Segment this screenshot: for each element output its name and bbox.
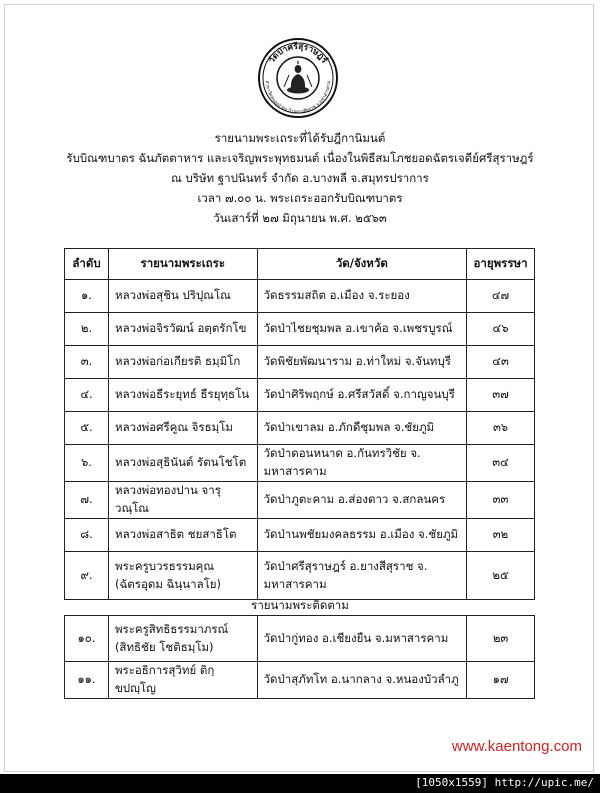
row-name: หลวงพ่อสาธิต ชยสาธิโต (108, 519, 257, 552)
row-years: ๔๖ (467, 313, 535, 346)
row-name: หลวงพ่อศรีคูณ จิรธมฺโม (108, 412, 257, 445)
row-name: หลวงพ่อธีระยุทธ์ ธีรยุทฺธโน (108, 379, 257, 412)
row-order: ๑๐. (65, 616, 109, 662)
table-row (65, 280, 535, 313)
table-row (65, 379, 535, 412)
row-temple: วัดป่าศิริพฤกษ์ อ.ศรีสวัสดิ์ จ.กาญจนบุรี (257, 379, 466, 412)
row-name: หลวงพ่อก่อเกียรติ ธมฺมิโก (108, 346, 257, 379)
monks-table (64, 248, 535, 600)
col-header-years: อายุพรรษา (467, 249, 535, 280)
row-order: ๓. (65, 346, 109, 379)
row-name: พระครูสิทธิธรรมาภรณ์ (114, 621, 229, 636)
row-years: ๔๗ (467, 280, 535, 313)
row-order: ๗. (65, 482, 109, 519)
followers-table (64, 615, 535, 699)
row-years: ๓๗ (467, 379, 535, 412)
row-years: ๒๓ (467, 616, 535, 662)
table-row (65, 445, 535, 482)
table-row (65, 662, 535, 699)
row-order: ๑๑. (65, 662, 109, 699)
row-years: ๔๓ (467, 346, 535, 379)
row-name: พระอธิการสุวิทย์ ติกฺขปญฺโญ (108, 662, 257, 699)
temple-seal-logo (257, 37, 339, 119)
col-header-name: รายนามพระเถระ (108, 249, 257, 280)
row-order: ๒. (65, 313, 109, 346)
row-name-secondary: (ฉัตรอุดม ฉินฺนาลโย) (114, 576, 222, 591)
row-temple: วัดป่าสุภัทโท อ.นากลาง จ.หนองบัวลำภู (257, 662, 467, 699)
row-temple: วัดป่าภูตะคาม อ.ส่องดาว จ.สกลนคร (257, 482, 466, 519)
table-header-row (65, 249, 535, 280)
row-name: พระครูบวรธรรมคุณ (114, 558, 215, 573)
row-years: ๓๔ (467, 445, 535, 482)
row-order: ๖. (65, 445, 109, 482)
table-row (65, 412, 535, 445)
heading-line-2: รับบิณฑบาตร ฉันภัตตาหาร และเจริญพระพุทธมนต์ เนื่องในพิธีสมโภชยอดฉัตรเจดีย์ศรีสุราษฎร์ (66, 151, 534, 165)
row-temple: วัดป่าเขาลม อ.ภักดีชุมพล จ.ชัยภูมิ (257, 412, 466, 445)
row-years: ๒๕ (467, 552, 535, 600)
row-order: ๕. (65, 412, 109, 445)
row-years: ๓๒ (467, 519, 535, 552)
row-name: หลวงพ่อสุธินันต์ รัตนโชโต (108, 445, 257, 482)
website-watermark: www.kaentong.com (451, 738, 582, 755)
row-years: ๑๗ (467, 662, 535, 699)
col-header-temple: วัด/จังหวัด (257, 249, 466, 280)
buddha-figure-icon (284, 61, 312, 94)
row-temple: วัดธรรมสถิต อ.เมือง จ.ระยอง (257, 280, 466, 313)
col-header-order: ลำดับ (65, 249, 109, 280)
table-row (65, 616, 535, 662)
row-name: หลวงพ่อทองปาน จารุวณฺโณ (108, 482, 257, 519)
row-temple: วัดป่านพชัยมงคลธรรม อ.เมือง จ.ชัยภูมิ (257, 519, 466, 552)
table-row (65, 519, 535, 552)
heading-line-3: ณ บริษัท ฐาปนินทร์ จำกัด อ.บางพลี จ.สมุทรปราการ (171, 171, 429, 185)
table-row (65, 346, 535, 379)
row-order: ๔. (65, 379, 109, 412)
seal-subtext: สาขาวัดหนองป่าพง บ้านยางสีสุราช จ.มหาสารคาม (263, 80, 333, 116)
row-temple: วัดพิชัยพัฒนาราม อ.ท่าใหม่ จ.จันทบุรี (257, 346, 466, 379)
heading-line-4: เวลา ๗.๐๐ น. พระเถระออกรับบิณฑบาตร (197, 191, 403, 205)
row-name-cell (108, 552, 257, 600)
followers-label: รายนามพระติดตาม (251, 598, 349, 612)
row-order: ๘. (65, 519, 109, 552)
row-name-secondary: (สิทธิชัย โชติธมฺโม) (114, 639, 214, 654)
seal-title-text: วัดป่าศรีสุราษฎร์ (266, 41, 330, 66)
row-name-cell (108, 616, 257, 662)
heading-line-1: รายนามพระเถระที่ได้รับฎีกานิมนต์ (214, 131, 386, 145)
row-order: ๑. (65, 280, 109, 313)
footer-upload-info[interactable]: [1050x1559] http://upic.me/ (415, 776, 594, 789)
row-years: ๓๓ (467, 482, 535, 519)
table-row (65, 552, 535, 600)
table-row (65, 482, 535, 519)
row-temple: วัดป่าไชยชุมพล อ.เขาค้อ จ.เพชรบูรณ์ (257, 313, 466, 346)
row-name: หลวงพ่อสุชิน ปริปุณโณ (108, 280, 257, 313)
heading-line-5: วันเสาร์ที่ ๒๗ มิถุนายน พ.ศ. ๒๕๖๓ (213, 211, 387, 225)
footer-bar (0, 774, 600, 793)
row-name: หลวงพ่อจิรวัฒน์ อตฺตรักโข (108, 313, 257, 346)
row-temple: วัดป่ากู่ทอง อ.เชียงยืน จ.มหาสารคาม (257, 616, 467, 662)
row-temple: วัดป่าศรีสุราษฎร์ อ.ยางสีสุราช จ. มหาสารคาม (257, 552, 466, 600)
row-order: ๙. (65, 552, 109, 600)
row-temple: วัดป่าดอนหนาด อ.กันทรวิชัย จ. มหาสารคาม (257, 445, 466, 482)
row-years: ๓๖ (467, 412, 535, 445)
table-row (65, 313, 535, 346)
